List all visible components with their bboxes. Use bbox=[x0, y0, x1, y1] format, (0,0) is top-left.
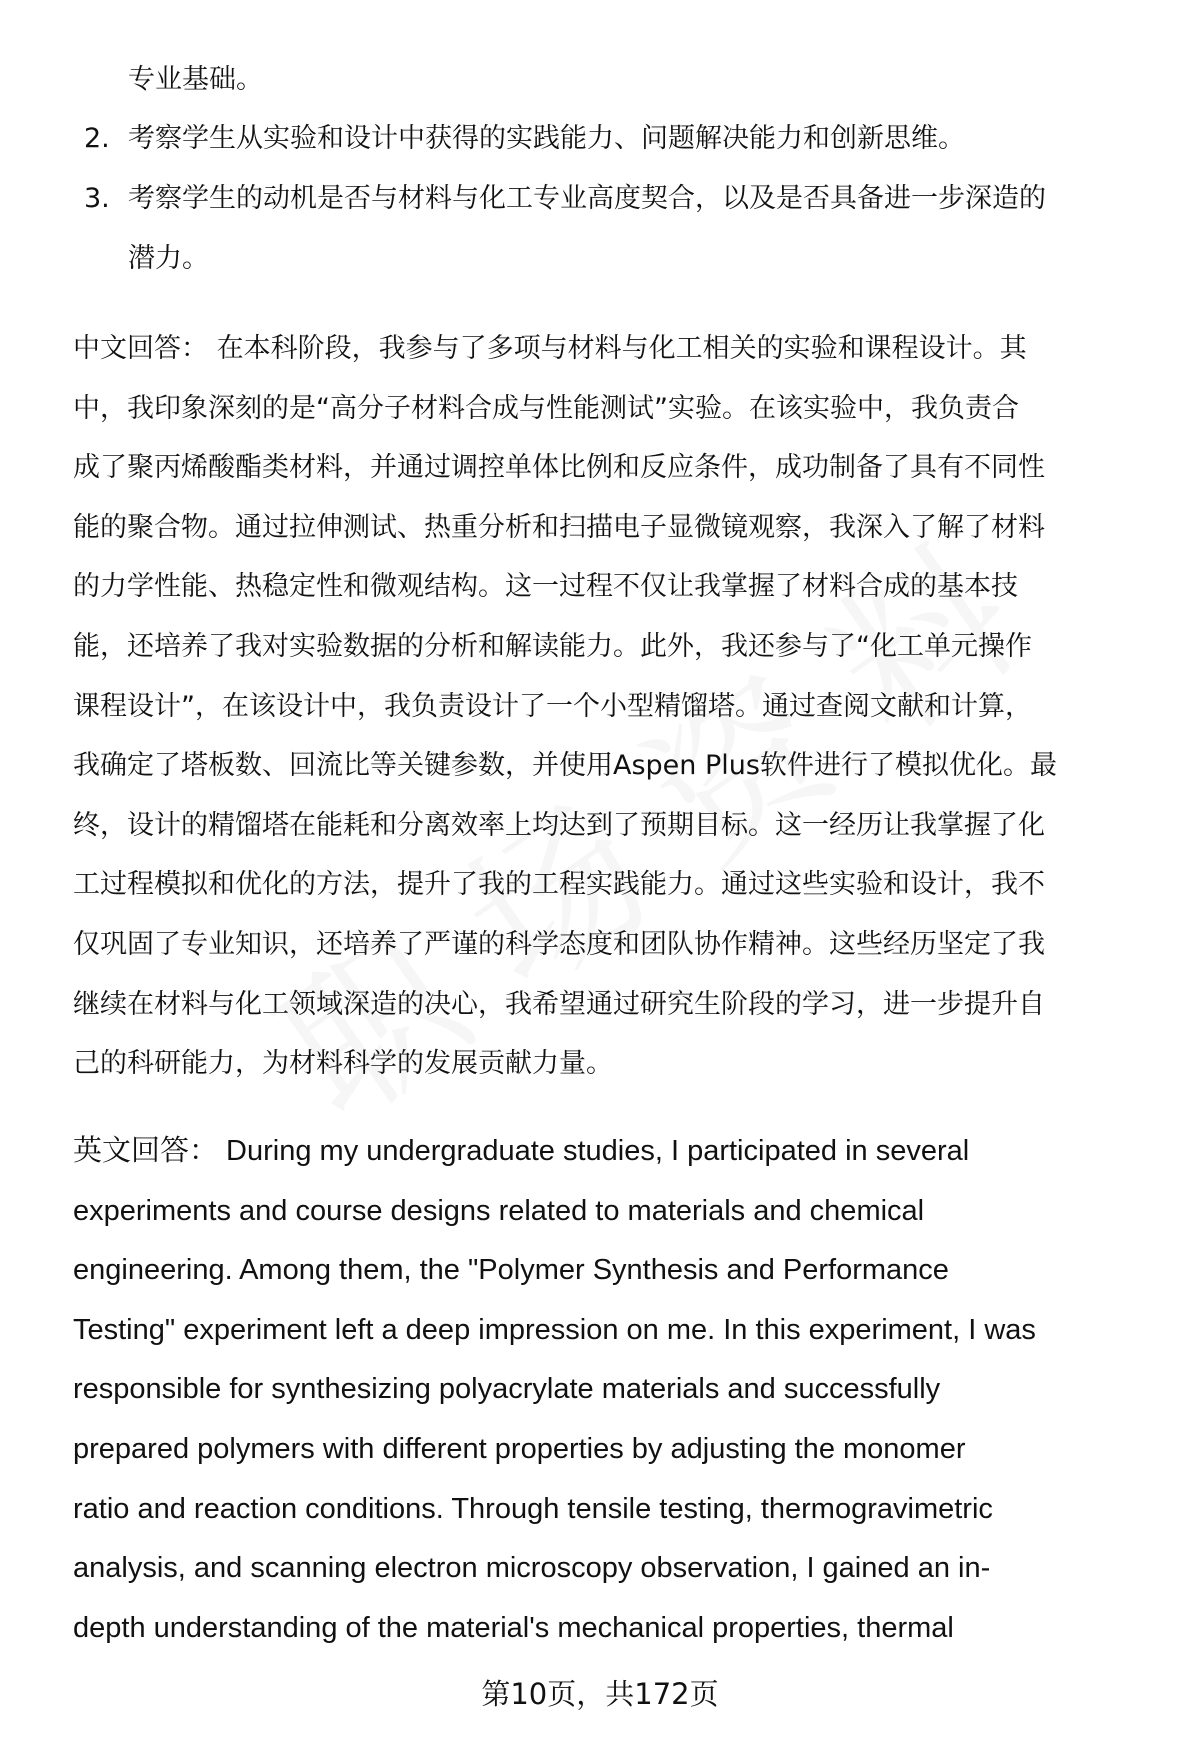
paragraph-line: Testing" experiment left a deep impression on me. In this experiment, I was bbox=[73, 1313, 1036, 1346]
page-number: 第10页，共172页 bbox=[481, 1677, 719, 1711]
list-item-2-line: 考察学生从实验和设计中获得的实践能力、问题解决能力和创新思维。 bbox=[128, 123, 965, 154]
paragraph-line: 中，我印象深刻的是“高分子材料合成与性能测试”实验。在该实验中，我负责合 bbox=[73, 392, 1019, 424]
paragraph-line: 成了聚丙烯酸酯类材料，并通过调控单体比例和反应条件，成功制备了具有不同性 bbox=[73, 452, 1045, 484]
paragraph-line: 仅巩固了专业知识，还培养了严谨的科学态度和团队协作精神。这些经历坚定了我 bbox=[73, 929, 1045, 960]
paragraph-line: experiments and course designs related to materials and chemical bbox=[73, 1194, 925, 1227]
list-number: 3. bbox=[84, 183, 110, 214]
paragraph-line: depth understanding of the material's mechanical properties, thermal bbox=[73, 1611, 954, 1644]
paragraph-line: 终，设计的精馏塔在能耗和分离效率上均达到了预期目标。这一经历让我掌握了化 bbox=[73, 809, 1045, 841]
paragraph-line: 能，还培养了我对实验数据的分析和解读能力。此外，我还参与了“化工单元操作 bbox=[73, 631, 1032, 662]
paragraph-line: responsible for synthesizing polyacrylate materials and successfully bbox=[73, 1373, 941, 1406]
list-number: 2. bbox=[84, 123, 110, 154]
paragraph-line: 中文回答： 在本科阶段，我参与了多项与材料与化工相关的实验和课程设计。其 bbox=[73, 333, 1027, 364]
paragraph-line: 我确定了塔板数、回流比等关键参数，并使用Aspen Plus软件进行了模拟优化。最 bbox=[73, 750, 1057, 782]
list-item-1-line: 专业基础。 bbox=[128, 64, 263, 95]
paragraph-line: 英文回答： During my undergraduate studies, I participated in several bbox=[73, 1135, 970, 1167]
paragraph-line: ratio and reaction conditions. Through tensile testing, thermogravimetric bbox=[73, 1492, 993, 1525]
paragraph-line: prepared polymers with different properties by adjusting the monomer bbox=[73, 1433, 966, 1465]
list-item-3-line: 潜力。 bbox=[128, 243, 209, 274]
paragraph-line: analysis, and scanning electron microscopy observation, I gained an in- bbox=[73, 1552, 991, 1585]
paragraph-line: 继续在材料与化工领域深造的决心，我希望通过研究生阶段的学习，进一步提升自 bbox=[73, 988, 1045, 1020]
list-item-3-line: 考察学生的动机是否与材料与化工专业高度契合，以及是否具备进一步深造的 bbox=[128, 183, 1046, 214]
paragraph-line: 课程设计”，在该设计中，我负责设计了一个小型精馏塔。通过查阅文献和计算， bbox=[73, 690, 1032, 722]
paragraph-line: 工过程模拟和优化的方法，提升了我的工程实践能力。通过这些实验和设计，我不 bbox=[73, 869, 1045, 901]
paragraph-line: engineering. Among them, the "Polymer Synthesis and Performance bbox=[73, 1254, 949, 1287]
paragraph-line: 能的聚合物。通过拉伸测试、热重分析和扫描电子显微镜观察，我深入了解了材料 bbox=[73, 511, 1045, 543]
paragraph-line: 的力学性能、热稳定性和微观结构。这一过程不仅让我掌握了材料合成的基本技 bbox=[73, 571, 1018, 603]
paragraph-line: 己的科研能力，为材料科学的发展贡献力量。 bbox=[73, 1048, 613, 1080]
